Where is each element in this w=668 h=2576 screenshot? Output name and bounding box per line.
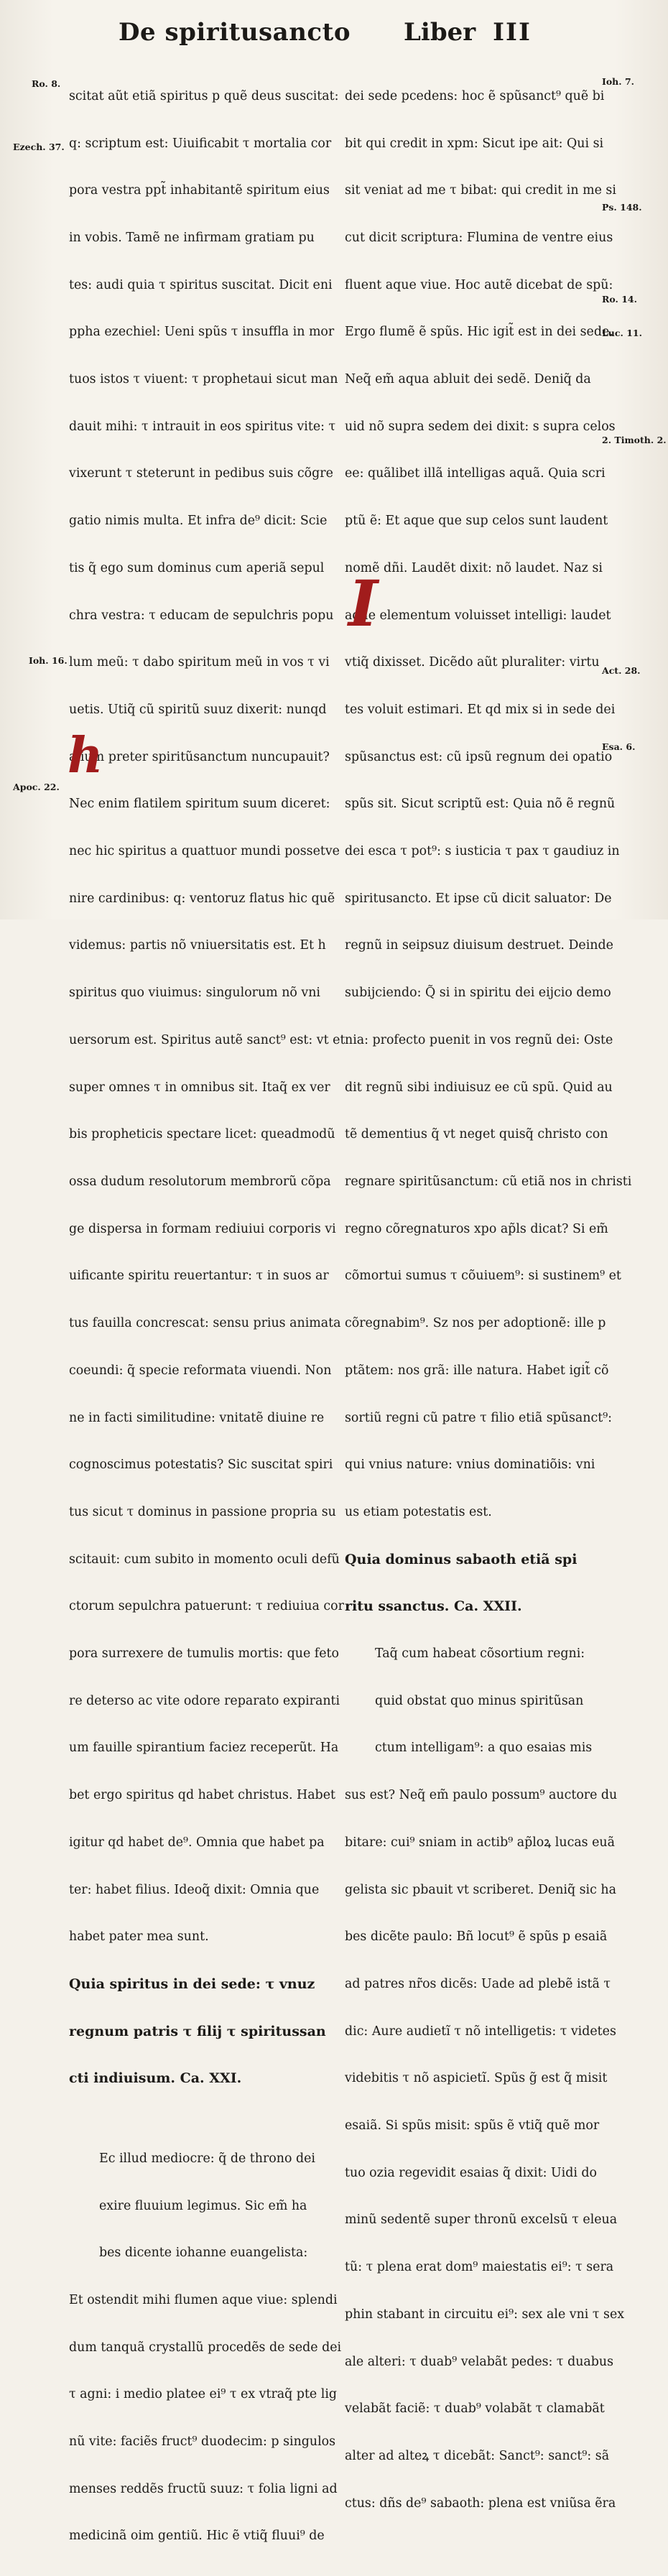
text-line: bis propheticis spectare licet: queadmodũ — [69, 1127, 335, 1142]
text-line: scitauit: cum subito in momento oculi defũ — [69, 1552, 340, 1567]
text-line: spũs sit. Sicut scriptũ est: Quia nõ ẽ regnũ — [345, 797, 616, 812]
text-line: regnare spiritũsanctum: cũ etiã nos in christi — [345, 1174, 632, 1189]
text-line: fluent aque viue. Hoc autẽ dicebat de spũ: — [345, 277, 613, 292]
text-line: ctum intelligam⁹: a quo esaias mis — [375, 1741, 593, 1756]
text-line: subijciendo: Q̃ si in spiritu dei eijcio demo — [345, 986, 611, 1001]
text-line: ptũ ẽ: Et aque que sup celos sunt laudent — [345, 514, 608, 529]
text-line: vixerunt τ steterunt in pedibus suis cõgre — [69, 466, 333, 481]
text-line: sus est? Neq̃ em̃ paulo possum⁹ auctore du — [345, 1788, 618, 1803]
text-line: cut dicit scriptura: Flumina de ventre eius — [345, 230, 613, 245]
text-line: videbitis τ nõ aspicietĩ. Spũs g̃ est q̃ misit — [345, 2071, 608, 2086]
text-line: velabãt faciẽ: τ duab⁹ volabãt τ clamabãt — [345, 2401, 605, 2417]
text-line: tes: audi quia τ spiritus suscitat. Dicit eni — [69, 277, 333, 292]
margin-note-ro14: Ro. 14. — [602, 294, 637, 305]
text-line: tus fauilla concrescat: sensu prius animata — [69, 1316, 341, 1331]
text-line: medicinã oim gentiũ. Hic ẽ vtiq̃ fluui⁹ de — [69, 2529, 325, 2544]
text-line: pora vestra ppt̃ inhabitantẽ spiritum eius — [69, 183, 330, 198]
margin-note-ezech37: Ezech. 37. — [13, 142, 65, 152]
text-line: dic: Aure audietĩ τ nõ intelligetis: τ videtes — [345, 2024, 616, 2039]
text-line: dum tanquã crystallũ procedẽs de sede dei — [69, 2340, 342, 2355]
text-line: qui vnius nature: vnius dominatiõis: vni — [345, 1458, 595, 1473]
running-head-title: De spiritusancto — [119, 18, 351, 47]
margin-note-ioh7: Ioh. 7. — [602, 76, 635, 87]
text-line: nomẽ dñi. Laudẽt dixit: nõ laudet. Naz si — [345, 560, 603, 575]
text-line: pora surrexere de tumulis mortis: que feto — [69, 1646, 339, 1662]
text-line: q: scriptum est: Uiuificabit τ mortalia cor — [69, 136, 332, 151]
text-line: nire cardinibus: q: ventoruz flatus hic quẽ — [69, 891, 335, 906]
margin-note-timoth2: 2. Timoth. 2. — [602, 435, 667, 445]
text-line: alium preter spiritũsanctum nuncupauit? — [69, 749, 330, 764]
text-line: ad patres nr̃os dicẽs: Uade ad plebẽ istã τ — [345, 1976, 611, 1991]
text-line: Ergo flumẽ ẽ spũs. Hic igit̃ est in dei sede. — [345, 325, 613, 340]
decorated-initial-h: h — [68, 727, 103, 784]
text-line: ter: habet filius. Ideoq̃ dixit: Omnia que — [69, 1882, 320, 1897]
text-line: exire fluuium legimus. Sic em̃ ha — [99, 2198, 307, 2213]
chapter-heading-line: Quia spiritus in dei sede: τ vnuz — [69, 1975, 315, 1992]
margin-note-apoc22: Apoc. 22. — [13, 782, 60, 792]
text-line: tuos istos τ viuent: τ prophetaui sicut man — [69, 372, 338, 387]
text-line: spũsanctus est: cũ ipsũ regnum dei opatio — [345, 749, 613, 764]
text-line: super omnes τ in omnibus sit. Itaq̃ ex ver — [69, 1080, 330, 1095]
text-line: dei esca τ pot⁹: s iusticia τ pax τ gaudiuz in — [345, 844, 620, 859]
text-line: bitare: cui⁹ sniam in actib⁹ ap̃loꝝ lucas euã — [345, 1835, 615, 1850]
text-line: coeundi: q̃ specie reformata viuendi. Non — [69, 1363, 332, 1378]
text-line: nũ vite: faciẽs fruct⁹ duodecim: p singulos — [69, 2434, 336, 2450]
text-line: tẽ dementius q̃ vt neget quisq̃ christo con — [345, 1127, 608, 1142]
text-line: scitat aũt etiã spiritus p quẽ deus suscitat: — [69, 88, 339, 103]
chapter-heading-line: cti indiuisum. Ca. XXI. — [69, 2070, 242, 2087]
text-line: spiritus quo viuimus: singulorum nõ vni — [69, 986, 320, 1001]
text-line: videmus: partis nõ vniuersitatis est. Et h — [69, 938, 326, 953]
text-line: ossa dudum resolutorum membrorũ cõpa — [69, 1174, 331, 1189]
text-line: quid obstat quo minus spiritũsan — [375, 1693, 584, 1708]
text-line: ge dispersa in formam rediuiui corporis vi — [69, 1221, 336, 1236]
decorated-initial-i: I — [348, 566, 379, 641]
text-line: cõmortui sumus τ cõuiuem⁹: si sustinem⁹ et — [345, 1269, 621, 1284]
text-line: τ agni: i medio platee ei⁹ τ ex vtraq̃ pte lig — [69, 2387, 338, 2402]
text-line: alter ad alteꝝ τ dicebãt: Sanct⁹: sanct⁹: sã — [345, 2448, 610, 2463]
text-line: nia: profecto puenit in vos regnũ dei: Oste — [345, 1032, 613, 1047]
left-text-column — [69, 57, 345, 2576]
text-line: dei sede pcedens: hoc ẽ spũsanct⁹ quẽ bi — [345, 88, 605, 103]
book-label: Liber — [404, 18, 476, 47]
text-line: habet pater mea sunt. — [69, 1929, 209, 1945]
text-line: bet ergo spiritus qd habet christus. Habet — [69, 1788, 335, 1803]
text-line: bes dicẽte paulo: Bñ locut⁹ ẽ spũs p esaiã — [345, 1929, 608, 1945]
text-line: tũ: τ plena erat dom⁹ maiestatis ei⁹: τ sera — [345, 2260, 614, 2275]
text-line: ptãtem: nos grã: ille natura. Habet igit̃ cõ — [345, 1363, 609, 1378]
text-line: Taq̃ cum habeat cõsortium regni: — [375, 1646, 585, 1662]
text-line: regnũ in seipsuz diuisum destruet. Deinde — [345, 938, 613, 953]
text-line: us etiam potestatis est. — [345, 1504, 492, 1519]
text-line: uetis. Utiq̃ cũ spiritũ suuz dixerit: nunqd — [69, 702, 327, 717]
text-line: lum meũ: τ dabo spiritum meũ in vos τ vi — [69, 655, 330, 670]
text-line: nec hic spiritus a quattuor mundi possetve — [69, 844, 340, 859]
text-line: tuo ozia regevidit esaias q̃ dixit: Uidi do — [345, 2165, 598, 2180]
text-line: uificante spiritu reuertantur: τ in suos ar — [69, 1269, 329, 1284]
margin-note-esa6: Esa. 6. — [602, 741, 636, 752]
text-line: in vobis. Tamẽ ne infirmam gratiam pu — [69, 230, 315, 245]
book-number: III — [493, 18, 532, 47]
text-line: minũ sedentẽ super thronũ excelsũ τ eleua — [345, 2213, 618, 2228]
text-line: tus sicut τ dominus in passione propria su — [69, 1504, 336, 1519]
text-line: menses reddẽs fructũ suuz: τ folia ligni ad — [69, 2481, 338, 2496]
text-line: Neq̃ em̃ aqua abluit dei sedẽ. Deniq̃ da — [345, 372, 591, 387]
chapter-heading-line: regnum patris τ filij τ spiritussan — [69, 2023, 326, 2039]
text-line: tis q̃ ego sum dominus cum aperiã sepul — [69, 560, 325, 575]
text-line: um fauille spirantium faciez receperũt. Ha — [69, 1741, 339, 1756]
text-line: re deterso ac vite odore reparato expiranti — [69, 1693, 340, 1708]
text-line: sortiũ regni cũ patre τ filio etiã spũsanct⁹: — [345, 1410, 613, 1425]
running-head-book — [404, 20, 532, 45]
chapter-heading-line: Quia dominus sabaoth etiã spi — [345, 1551, 577, 1567]
text-line: ctus: dñs de⁹ sabaoth: plena est vniũsa ẽra — [345, 2496, 616, 2511]
text-line: spiritusancto. Et ipse cũ dicit saluator: De — [345, 891, 612, 906]
chapter-heading-line: ritu ssanctus. Ca. XXII. — [345, 1598, 522, 1615]
text-line: gatio nimis multa. Et infra de⁹ dicit: Scie — [69, 514, 328, 529]
text-line: ale alteri: τ duab⁹ velabãt pedes: τ duabus — [345, 2354, 614, 2369]
text-line: ctorum sepulchra patuerunt: τ rediuiua cor — [69, 1599, 344, 1614]
text-line: uid nõ supra sedem dei dixit: s supra celos — [345, 419, 616, 434]
text-line: cõregnabim⁹. Sz nos per adoptionẽ: ille p — [345, 1316, 606, 1331]
margin-note-act28: Act. 28. — [602, 665, 641, 676]
margin-note-luc11: Luc. 11. — [602, 328, 642, 338]
margin-note-ro8: Ro. 8. — [32, 78, 61, 89]
text-line: regno cõregnaturos xpo ap̃ls dicat? Si em̃ — [345, 1221, 608, 1236]
text-line: uersorum est. Spiritus autẽ sanct⁹ est: vt et — [69, 1032, 345, 1047]
text-line: Et ostendit mihi flumen aque viue: splendi — [69, 2292, 338, 2307]
text-line: bit qui credit in xpm: Sicut ipe ait: Qui si — [345, 136, 604, 151]
text-line: cognoscimus potestatis? Sic suscitat spiri — [69, 1458, 333, 1473]
text-line: ppha ezechiel: Ueni spũs τ insuffla in mor — [69, 325, 335, 340]
text-line: dauit mihi: τ intrauit in eos spiritus vite: τ — [69, 419, 336, 434]
margin-note-ps148: Ps. 148. — [602, 202, 642, 213]
spacer — [69, 2118, 335, 2120]
text-line: Ec illud mediocre: q̃ de throno dei — [99, 2151, 315, 2166]
text-line: gelista sic pbauit vt scriberet. Deniq̃ sic ha — [345, 1882, 616, 1897]
text-line: aque elementum voluisset intelligi: laudet — [345, 608, 611, 623]
text-line: tes voluit estimari. Et qd mix si in sede dei — [345, 702, 616, 717]
text-line: esaiã. Si spũs misit: spũs ẽ vtiq̃ quẽ mor — [345, 2118, 600, 2133]
text-line: vtiq̃ dixisset. Dicẽdo aũt pluraliter: virtu — [345, 655, 600, 670]
text-line: ne in facti similitudine: vnitatẽ diuine re — [69, 1410, 325, 1425]
text-line: dit regnũ sibi indiuisuz ee cũ spũ. Quid au — [345, 1080, 613, 1095]
text-line: igitur qd habet de⁹. Omnia que habet pa — [69, 1835, 325, 1850]
text-line: phin stabant in circuitu ei⁹: sex ale vni τ sex — [345, 2307, 625, 2322]
margin-note-ioh16: Ioh. 16. — [29, 655, 68, 666]
text-line: bes dicente iohanne euangelista: — [99, 2246, 308, 2261]
text-line: chra vestra: τ educam de sepulchris popu — [69, 608, 334, 623]
text-line: ee: quãlibet illã intelligas aquã. Quia scri — [345, 466, 606, 481]
text-line: Nec enim flatilem spiritum suum diceret: — [69, 797, 330, 812]
text-line: sit veniat ad me τ bibat: qui credit in me si — [345, 183, 616, 198]
